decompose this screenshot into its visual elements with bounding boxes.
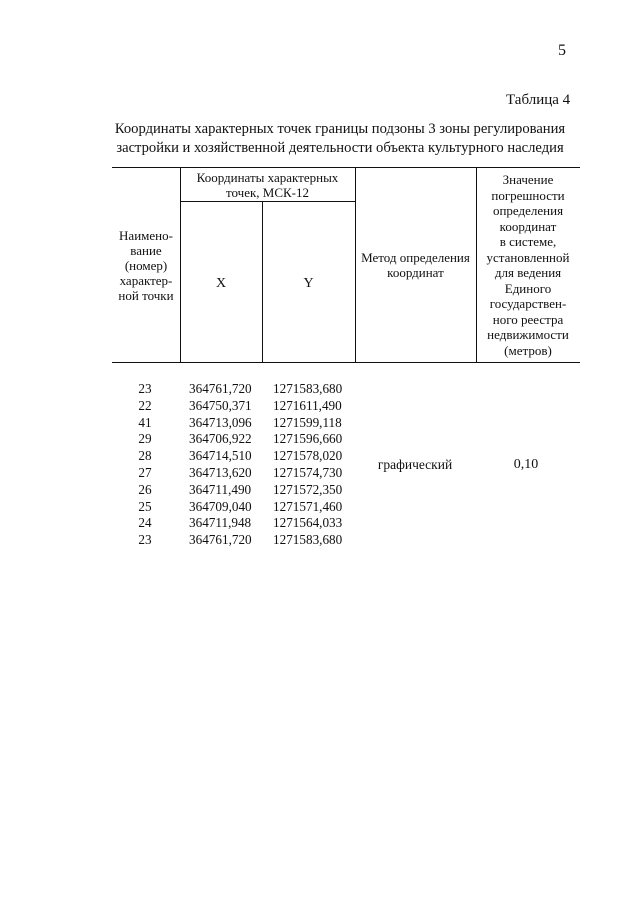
point-name: 25 — [138, 498, 152, 514]
header-text: Наимено- — [119, 228, 173, 243]
point-name: 24 — [138, 515, 152, 531]
header-text: координат — [387, 265, 444, 280]
coord-y: 1271564,033 — [273, 515, 343, 531]
header-method — [355, 250, 476, 280]
header-text: Метод определения — [361, 250, 470, 265]
point-name: 27 — [138, 465, 152, 480]
header-text: погрешности — [491, 187, 565, 203]
coord-x: 364714,510 — [189, 448, 252, 464]
header-text: (метров) — [504, 342, 552, 358]
table-label: Таблица 4 — [506, 92, 571, 108]
header-text: для ведения — [494, 265, 562, 280]
header-text: ного реестра — [492, 311, 564, 327]
coord-y: 1271572,350 — [273, 481, 343, 497]
header-text: Значение — [502, 172, 554, 187]
coord-y: 1271596,660 — [273, 431, 343, 447]
coord-y: 1271599,118 — [273, 414, 342, 430]
caption-line: Координаты характерных точек границы подзоны 3 зоны регулирования — [114, 121, 566, 137]
header-coordinates-group — [180, 170, 355, 200]
coord-x: 364761,720 — [189, 381, 252, 396]
header-y: Y — [303, 276, 314, 291]
table-caption — [100, 120, 580, 158]
header-text: установленной — [486, 249, 570, 265]
header-text: характер- — [119, 273, 173, 288]
coord-y: 1271611,490 — [273, 397, 342, 413]
coord-y: 1271571,460 — [273, 498, 343, 514]
method-value: графический — [377, 457, 453, 472]
header-text: недвижимости — [487, 327, 569, 342]
coord-y: 1271574,730 — [273, 465, 343, 480]
coords-group-divider — [180, 201, 355, 202]
header-text: ной точки — [118, 288, 174, 303]
coord-x: 364709,040 — [189, 498, 252, 514]
header-text: координат — [499, 218, 557, 234]
coord-y: 1271583,680 — [273, 532, 343, 548]
coord-y: 1271578,020 — [273, 448, 343, 464]
header-text: Единого — [504, 280, 552, 296]
point-name: 23 — [138, 381, 152, 396]
point-name: 41 — [138, 414, 152, 430]
header-text: в системе, — [499, 234, 557, 249]
point-name: 23 — [138, 532, 152, 548]
coord-y: 1271583,680 — [273, 381, 343, 396]
coord-x: 364750,371 — [189, 397, 252, 413]
header-text: Координаты характерных — [196, 170, 339, 185]
coord-x: 364706,922 — [189, 431, 252, 447]
header-accuracy — [476, 172, 580, 358]
header-x: X — [215, 276, 227, 291]
coord-x: 364711,948 — [189, 515, 252, 531]
page-number: 5 — [558, 42, 566, 59]
header-text: вание — [130, 243, 162, 258]
header-point-name — [112, 228, 180, 303]
point-name: 29 — [138, 431, 152, 447]
header-text: определения — [492, 203, 564, 218]
header-text: (номер) — [124, 258, 168, 273]
coord-x: 364713,096 — [189, 414, 252, 430]
header-bottom-border — [112, 362, 580, 363]
point-name: 28 — [138, 448, 152, 464]
table-top-border — [112, 167, 580, 168]
coord-x: 364761,720 — [189, 532, 252, 548]
header-text: точек, МСК-12 — [225, 185, 310, 200]
coord-x: 364711,490 — [189, 481, 252, 497]
caption-line: застройки и хозяйственной деятельности объекта культурного наследия — [116, 140, 564, 156]
accuracy-value: 0,10 — [513, 457, 539, 472]
coord-x: 364713,620 — [189, 465, 252, 480]
point-name: 22 — [138, 397, 152, 413]
header-text: государствен- — [489, 296, 567, 311]
point-name: 26 — [138, 481, 152, 497]
